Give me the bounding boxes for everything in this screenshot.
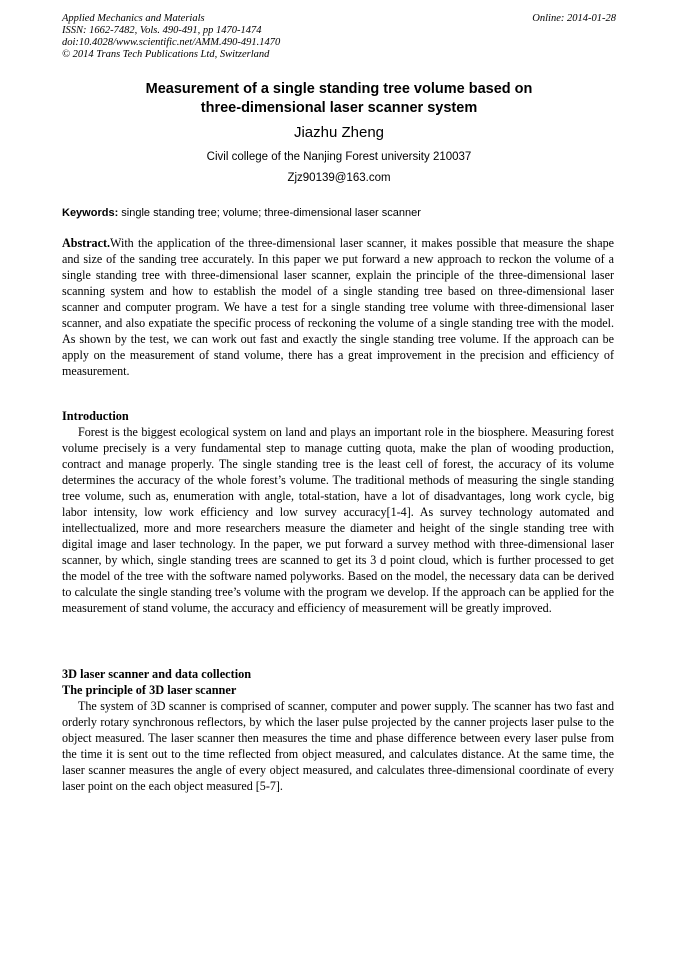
- author-email: Zjz90139@163.com: [287, 172, 391, 184]
- laser-section-heading: 3D laser scanner and data collection: [62, 667, 252, 681]
- online-date: Online: 2014-01-28: [532, 13, 616, 24]
- introduction-heading: Introduction: [62, 409, 129, 423]
- introduction-paragraph: Forest is the biggest ecological system on land and plays an important role in the biosphere. Measuring forest volume precisely is a very fundamental step to manage cutting quota, make the plan of wooding production, contract and manage properly. The single standing tree is the least cell of forest, the accuracy of its volume determines the accuracy of the whole forest’s volume. The traditional methods of measuring the single standing tree volume, such as, enumeration with angle, total-station, have a lot of disadvantages, long work cycle, big labor intensity, low work efficiency and low survey accuracy[1-4]. As survey technology automated and intellectualized, more and more researchers measure the diameter and height of the single standing tree with digital image and laser technology. In the paper, we put forward a survey method with three-dimensional laser scanner, by which, single standing trees are scanned to get its 3 d point cloud, which is further processed to get the model of the tree with the software named polyworks. Based on the model, the necessary data can be derived to calculate the single standing tree’s volume with the program we develop. If the approach can be applied for the measurement of stand volume, the accuracy and efficiency of measurement will be greatly improved.: [62, 425, 614, 615]
- laser-scanner-section: [62, 666, 614, 794]
- laser-principle-paragraph: The system of 3D scanner is comprised of scanner, computer and power supply. The scanner has two fast and orderly rotary synchronous reflectors, by which the laser pulse projected by the canner projects laser pulse to the object measured. The laser scanner then measures the time and phase difference between every laser pulse from the time it is sent out to the time reflected from object measured, and calculates distance. At the same time, the laser scanner measures the angle of every object measured, and calculates three-dimensional coordinate of every laser point on the each object measured [5-7].: [62, 699, 614, 793]
- copyright-line: © 2014 Trans Tech Publications Ltd, Switzerland: [62, 49, 270, 60]
- keywords: [62, 206, 616, 220]
- issn-line: ISSN: 1662-7482, Vols. 490-491, pp 1470-1474: [62, 25, 262, 36]
- journal-header: [62, 13, 616, 61]
- title-line-1: Measurement of a single standing tree volume based on: [145, 81, 533, 97]
- keywords-label: Keywords:: [62, 207, 119, 219]
- abstract-label: Abstract.: [62, 236, 111, 250]
- paper-title: [62, 80, 616, 118]
- author-affiliation: Civil college of the Nanjing Forest university 210037: [206, 151, 472, 163]
- doi-line: doi:10.4028/www.scientific.net/AMM.490-491.1470: [62, 37, 281, 48]
- laser-principle-subheading: The principle of 3D laser scanner: [62, 683, 237, 697]
- title-line-2: three-dimensional laser scanner system: [200, 100, 478, 116]
- journal-name: Applied Mechanics and Materials: [62, 13, 205, 24]
- abstract: [62, 235, 614, 379]
- introduction-section: [62, 408, 614, 616]
- keywords-text: single standing tree; volume; three-dimensional laser scanner: [118, 207, 421, 219]
- author-name: Jiazhu Zheng: [293, 124, 385, 141]
- abstract-text: With the application of the three-dimensional laser scanner, it makes possible that measure the shape and size of the sanding tree accurately. In this paper we put forward a new approach to reckon the volume of a single standing tree with three-dimensional laser scanner, explain the principle of the three-dimensional laser scanning system and how to establish the model of a single standing tree based on three-dimensional laser scanner and computer program. We have a test for a single standing tree volume with three-dimensional laser scanner, and also expatiate the specific process of reckoning the volume of a single standing tree with the model. As shown by the test, we can work out fast and exactly the single standing tree volume. If the approach can be apply on the measurement of stand volume, there has a great improvement in the precision and efficiency of measurement.: [62, 236, 614, 378]
